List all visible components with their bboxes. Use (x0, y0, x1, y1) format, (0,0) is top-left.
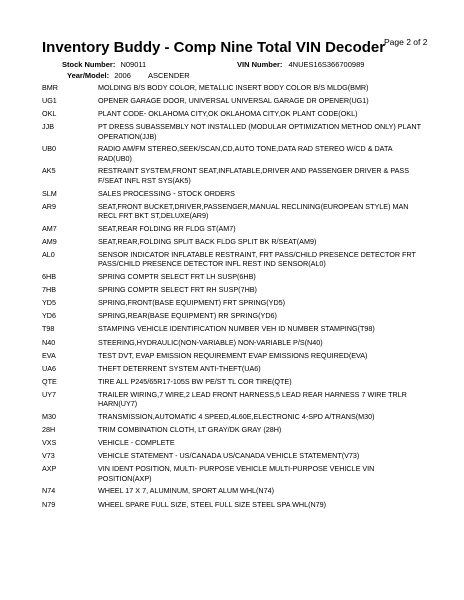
option-description: TEST DVT, EVAP EMISSION REQUIREMENT EVAP EMISSIONS REQUIRED(EVA) (98, 350, 368, 360)
option-code: VXS (42, 438, 57, 448)
option-row (42, 311, 422, 320)
option-row (42, 338, 422, 347)
page-title: Inventory Buddy - Comp Nine Total VIN Decoder (42, 39, 386, 56)
option-row (42, 486, 422, 495)
option-row (42, 298, 422, 307)
option-row (42, 451, 422, 460)
option-description: SENSOR INDICATOR INFLATABLE RESTRAINT, FRT PASS/CHILD PRESENCE DETECTOR FRT PASS/CHILD PRESENCE DETECTOR INFL REST IND SENSOR(AL0) (98, 249, 416, 269)
option-row (42, 285, 422, 294)
vin-number-label: VIN Number: (237, 60, 283, 69)
option-row (42, 351, 422, 360)
option-description: VEHICLE - COMPLETE (98, 438, 175, 448)
option-description: RADIO AM/FM STEREO,SEEK/SCAN,CD,AUTO TONE,DATA RAD STEREO W/CD & DATA RAD(UB0) (98, 144, 393, 163)
year-value: 2006 (114, 71, 131, 80)
option-row (42, 324, 422, 333)
option-code: AXP (42, 464, 57, 474)
option-code: 6HB (42, 272, 56, 282)
option-row (42, 144, 422, 163)
option-description: TRAILER WIRING,7 WIRE,2 LEAD FRONT HARNESS,5 LEAD REAR HARNESS 7 WIRE TRLR HARN(UY7) (98, 389, 407, 409)
option-description: STAMPING VEHICLE IDENTIFICATION NUMBER VEH ID NUMBER STAMPING(T98) (98, 324, 375, 334)
option-row (42, 224, 422, 233)
option-row (42, 364, 422, 373)
option-description: SPRING,REAR(BASE EQUIPMENT) RR SPRING(YD6) (98, 311, 277, 321)
stock-number-field (62, 60, 146, 69)
option-row (42, 425, 422, 434)
option-description: SEAT,REAR,FOLDING SPLIT BACK FLDG SPLIT BK R/SEAT(AM9) (98, 236, 317, 246)
year-model-label: Year/Model: (67, 71, 110, 80)
option-row (42, 189, 422, 198)
option-row (42, 250, 422, 269)
option-code: AM9 (42, 236, 57, 246)
option-description: RESTRAINT SYSTEM,FRONT SEAT,INFLATABLE,DRIVER AND PASSENGER DRIVER & PASS F/SEAT INFL RST SYS(AK5) (98, 166, 409, 185)
option-code: AL0 (42, 249, 55, 259)
stock-number-label: Stock Number: (62, 60, 116, 69)
model-value: ASCENDER (147, 71, 190, 80)
option-row (42, 500, 422, 509)
option-description: SPRING COMPTR SELECT FRT LH SUSP(6HB) (98, 272, 256, 282)
option-row (42, 109, 422, 118)
option-row (42, 412, 422, 421)
option-description: OPENER GARAGE DOOR, UNIVERSAL UNIVERSAL GARAGE DR OPENER(UG1) (98, 96, 369, 106)
option-row (42, 83, 422, 92)
option-row (42, 202, 422, 221)
option-code: V73 (42, 451, 55, 461)
option-description: WHEEL SPARE FULL SIZE, STEEL FULL SIZE STEEL SPA WHL(N79) (98, 499, 327, 509)
option-code: OKL (42, 109, 57, 119)
option-description: PLANT CODE- OKLAHOMA CITY,OK OKLAHOMA CITY,OK PLANT CODE(OKL) (98, 109, 358, 119)
option-code-list (42, 83, 422, 513)
option-code: AK5 (42, 166, 56, 176)
year-model-field (67, 71, 190, 80)
stock-number-value: N09011 (120, 60, 147, 69)
option-row (42, 272, 422, 281)
option-description: PT DRESS SUBASSEMBLY NOT INSTALLED (MODULAR OPTIMIZATION METHOD ONLY) PLANT OPERATION(JJB) (98, 122, 421, 141)
option-code: YD5 (42, 298, 56, 308)
option-description: TRANSMISSION,AUTOMATIC 4 SPEED,4L60E,ELECTRONIC 4-SPD A/TRANS(M30) (98, 411, 375, 421)
page-number: Page 2 of 2 (384, 37, 428, 47)
option-code: JJB (42, 122, 54, 132)
option-description: SPRING,FRONT(BASE EQUIPMENT) FRT SPRING(YD5) (98, 298, 286, 308)
vin-number-value: 4NUES16S366700989 (288, 60, 365, 69)
option-code: 28H (42, 425, 56, 435)
option-code: N79 (42, 499, 56, 509)
option-code: AM7 (42, 223, 57, 233)
option-row (42, 237, 422, 246)
option-code: T98 (42, 324, 55, 334)
option-description: VEHICLE STATEMENT - US/CANADA US/CANADA VEHICLE STATEMENT(V73) (98, 451, 360, 461)
option-code: 7HB (42, 285, 56, 295)
option-description: SPRING COMPTR SELECT FRT RH SUSP(7HB) (98, 285, 257, 295)
option-code: BMR (42, 83, 58, 92)
option-code: EVA (42, 350, 56, 360)
option-description: VIN IDENT POSITION, MULTI- PURPOSE VEHICLE MULTI-PURPOSE VEHICLE VIN POSITION(AXP) (98, 464, 375, 483)
option-code: SLM (42, 188, 57, 198)
option-description: THEFT DETERRENT SYSTEM ANTI-THEFT(UA6) (98, 363, 261, 373)
option-code: UG1 (42, 96, 57, 106)
option-description: SEAT,REAR FOLDING RR FLDG ST(AM7) (98, 223, 236, 233)
option-description: TIRE ALL P245/65R17-105S BW PE/ST TL COR TIRE(QTE) (98, 376, 292, 386)
option-row (42, 96, 422, 105)
option-code: AR9 (42, 201, 56, 211)
option-description: STEERING,HYDRAULIC(NON-VARIABLE) NON-VARIABLE P/S(N40) (98, 337, 323, 347)
option-row (42, 166, 422, 185)
option-code: N40 (42, 337, 56, 347)
option-code: N74 (42, 486, 56, 496)
option-description: SEAT,FRONT BUCKET,DRIVER,PASSENGER,MANUAL RECLINING(EUROPEAN STYLE) MAN RECL FRT BKT ST,DELUXE(AR9) (98, 201, 409, 220)
option-code: UY7 (42, 389, 56, 399)
option-code: M30 (42, 411, 56, 421)
option-description: SALES PROCESSING - STOCK ORDERS (98, 188, 235, 198)
option-row (42, 464, 422, 483)
option-row (42, 377, 422, 386)
vin-number-field (237, 60, 364, 69)
option-code: QTE (42, 376, 57, 386)
option-code: UB0 (42, 144, 56, 154)
option-row (42, 438, 422, 447)
option-description: WHEEL 17 X 7, ALUMINUM, SPORT ALUM WHL(N74) (98, 486, 275, 496)
option-code: YD6 (42, 311, 56, 321)
option-row (42, 122, 422, 141)
option-code: UA6 (42, 363, 56, 373)
option-description: MOLDING B/S BODY COLOR, METALLIC INSERT BODY COLOR B/S MLDG(BMR) (98, 83, 369, 92)
option-row (42, 390, 422, 409)
option-description: TRIM COMBINATION CLOTH, LT GRAY/DK GRAY (28H) (98, 425, 282, 435)
